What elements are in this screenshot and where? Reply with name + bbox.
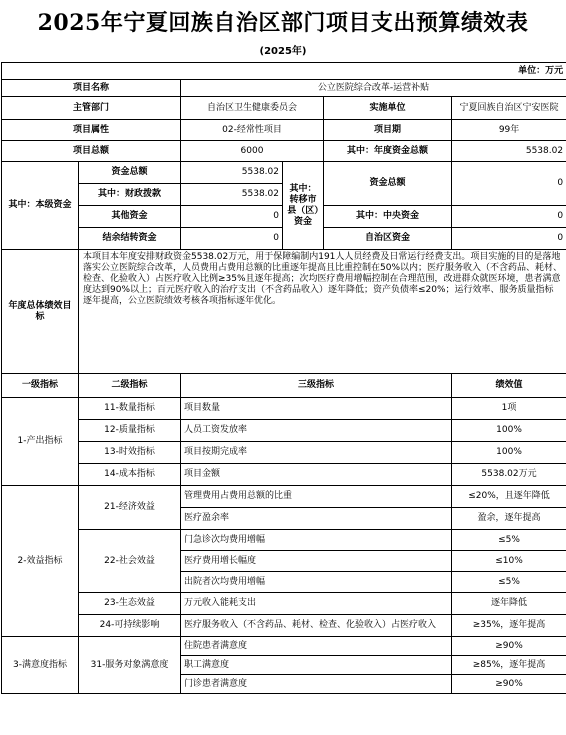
- l2-economic: 21-经济效益: [79, 486, 181, 530]
- year-label: (2025年): [259, 46, 307, 57]
- header-level1: 一级指标: [2, 374, 79, 398]
- indicator-name: 门诊患者满意度: [181, 675, 452, 694]
- period-label: 项目期: [324, 120, 452, 141]
- indicator-name: 管理费用占费用总额的比重: [181, 486, 452, 508]
- page-title: 2025年宁夏回族自治区部门项目支出预算绩效表: [37, 10, 529, 36]
- project-name-value: 公立医院综合改革-运营补贴: [181, 80, 566, 97]
- goal-label: 年度总体绩效目标: [2, 250, 79, 374]
- local-fiscal-value: 5538.02: [181, 184, 283, 206]
- indicator-value: ≥35%，逐年提高: [452, 615, 566, 637]
- trans-central-label: 其中：中央资金: [324, 206, 452, 228]
- local-total-label: 资金总额: [79, 162, 181, 184]
- indicator-name: 项目数量: [181, 398, 452, 420]
- impl-value: 宁夏回族自治区宁安医院: [452, 97, 566, 120]
- l2-timeliness: 13-时效指标: [79, 442, 181, 464]
- local-fiscal-label: 其中：财政拨款: [79, 184, 181, 206]
- local-funds-label: 其中：本级资金: [2, 162, 79, 250]
- indicator-value: ≤5%: [452, 572, 566, 593]
- trans-total-label: 资金总额: [324, 162, 452, 206]
- l2-quality: 12-质量指标: [79, 420, 181, 442]
- unit-label: 单位：万元: [2, 63, 566, 80]
- indicator-value: 盈余，逐年提高: [452, 508, 566, 530]
- l1-satisfaction: 3-满意度指标: [2, 637, 79, 694]
- trans-region-label: 自治区资金: [324, 228, 452, 250]
- indicator-name: 医疗费用增长幅度: [181, 551, 452, 572]
- l2-quantity: 11-数量指标: [79, 398, 181, 420]
- l1-output: 1-产出指标: [2, 398, 79, 486]
- local-carry-value: 0: [181, 228, 283, 250]
- project-name-label: 项目名称: [2, 80, 181, 97]
- indicator-name: 人员工资发放率: [181, 420, 452, 442]
- goal-text: 本项目本年度安排财政资金5538.02万元，用于保障编制内191人人员经费及日常运行经费支出。项目实施的目的是落地落实公立医院综合改革，人员费用占费用总额的比重逐年提高且比重控制在50%以内；医疗服务收入（不含药品、耗材、检查、化验收入）占医疗收入比例≥35%且逐年提高；次均医疗费用增幅控制在合理范围，改进群众就医环境，患者满意度达到90%以上；百元医疗收入的治疗支出（不含药品收入）逐年降低；资产负债率≤20%；运行效率、服务质量指标逐年提高，公立医院绩效考核各项指标逐年优化。: [79, 250, 566, 374]
- indicator-value: ≥85%，逐年提高: [452, 656, 566, 675]
- l1-benefit: 2-效益指标: [2, 486, 79, 637]
- header-level2: 二级指标: [79, 374, 181, 398]
- attr-value: 02-经常性项目: [181, 120, 324, 141]
- trans-central-value: 0: [452, 206, 566, 228]
- indicator-name: 万元收入能耗支出: [181, 593, 452, 615]
- performance-table: [1, 62, 566, 694]
- indicator-value: 100%: [452, 442, 566, 464]
- indicator-name: 医疗盈余率: [181, 508, 452, 530]
- indicator-name: 医疗服务收入（不含药品、耗材、检查、化验收入）占医疗收入: [181, 615, 452, 637]
- header-level3: 三级指标: [181, 374, 452, 398]
- indicator-value: ≤20%，且逐年降低: [452, 486, 566, 508]
- indicator-name: 出院者次均费用增幅: [181, 572, 452, 593]
- dept-value: 自治区卫生健康委员会: [181, 97, 324, 120]
- indicator-value: 1项: [452, 398, 566, 420]
- indicator-value: ≤5%: [452, 530, 566, 551]
- trans-region-value: 0: [452, 228, 566, 250]
- transfer-funds-label: 其中：转移市县（区）资金: [283, 162, 324, 250]
- local-other-label: 其他资金: [79, 206, 181, 228]
- annual-value: 5538.02: [452, 141, 566, 162]
- local-total-value: 5538.02: [181, 162, 283, 184]
- indicator-name: 门急诊次均费用增幅: [181, 530, 452, 551]
- attr-label: 项目属性: [2, 120, 181, 141]
- indicator-value: 5538.02万元: [452, 464, 566, 486]
- trans-total-value: 0: [452, 162, 566, 206]
- indicator-value: ≤10%: [452, 551, 566, 572]
- impl-label: 实施单位: [324, 97, 452, 120]
- indicator-value: 逐年降低: [452, 593, 566, 615]
- period-value: 99年: [452, 120, 566, 141]
- l2-sustainable: 24-可持续影响: [79, 615, 181, 637]
- l2-ecological: 23-生态效益: [79, 593, 181, 615]
- total-label: 项目总额: [2, 141, 181, 162]
- l2-service-object: 31-服务对象满意度: [79, 637, 181, 694]
- total-value: 6000: [181, 141, 324, 162]
- indicator-value: ≥90%: [452, 637, 566, 656]
- header-value: 绩效值: [452, 374, 566, 398]
- l2-cost: 14-成本指标: [79, 464, 181, 486]
- l2-social: 22-社会效益: [79, 530, 181, 593]
- indicator-name: 项目按期完成率: [181, 442, 452, 464]
- local-other-value: 0: [181, 206, 283, 228]
- indicator-name: 职工满意度: [181, 656, 452, 675]
- indicator-value: ≥90%: [452, 675, 566, 694]
- dept-label: 主管部门: [2, 97, 181, 120]
- indicator-value: 100%: [452, 420, 566, 442]
- local-carry-label: 结余结转资金: [79, 228, 181, 250]
- indicator-name: 住院患者满意度: [181, 637, 452, 656]
- annual-label: 其中：年度资金总额: [324, 141, 452, 162]
- indicator-name: 项目金额: [181, 464, 452, 486]
